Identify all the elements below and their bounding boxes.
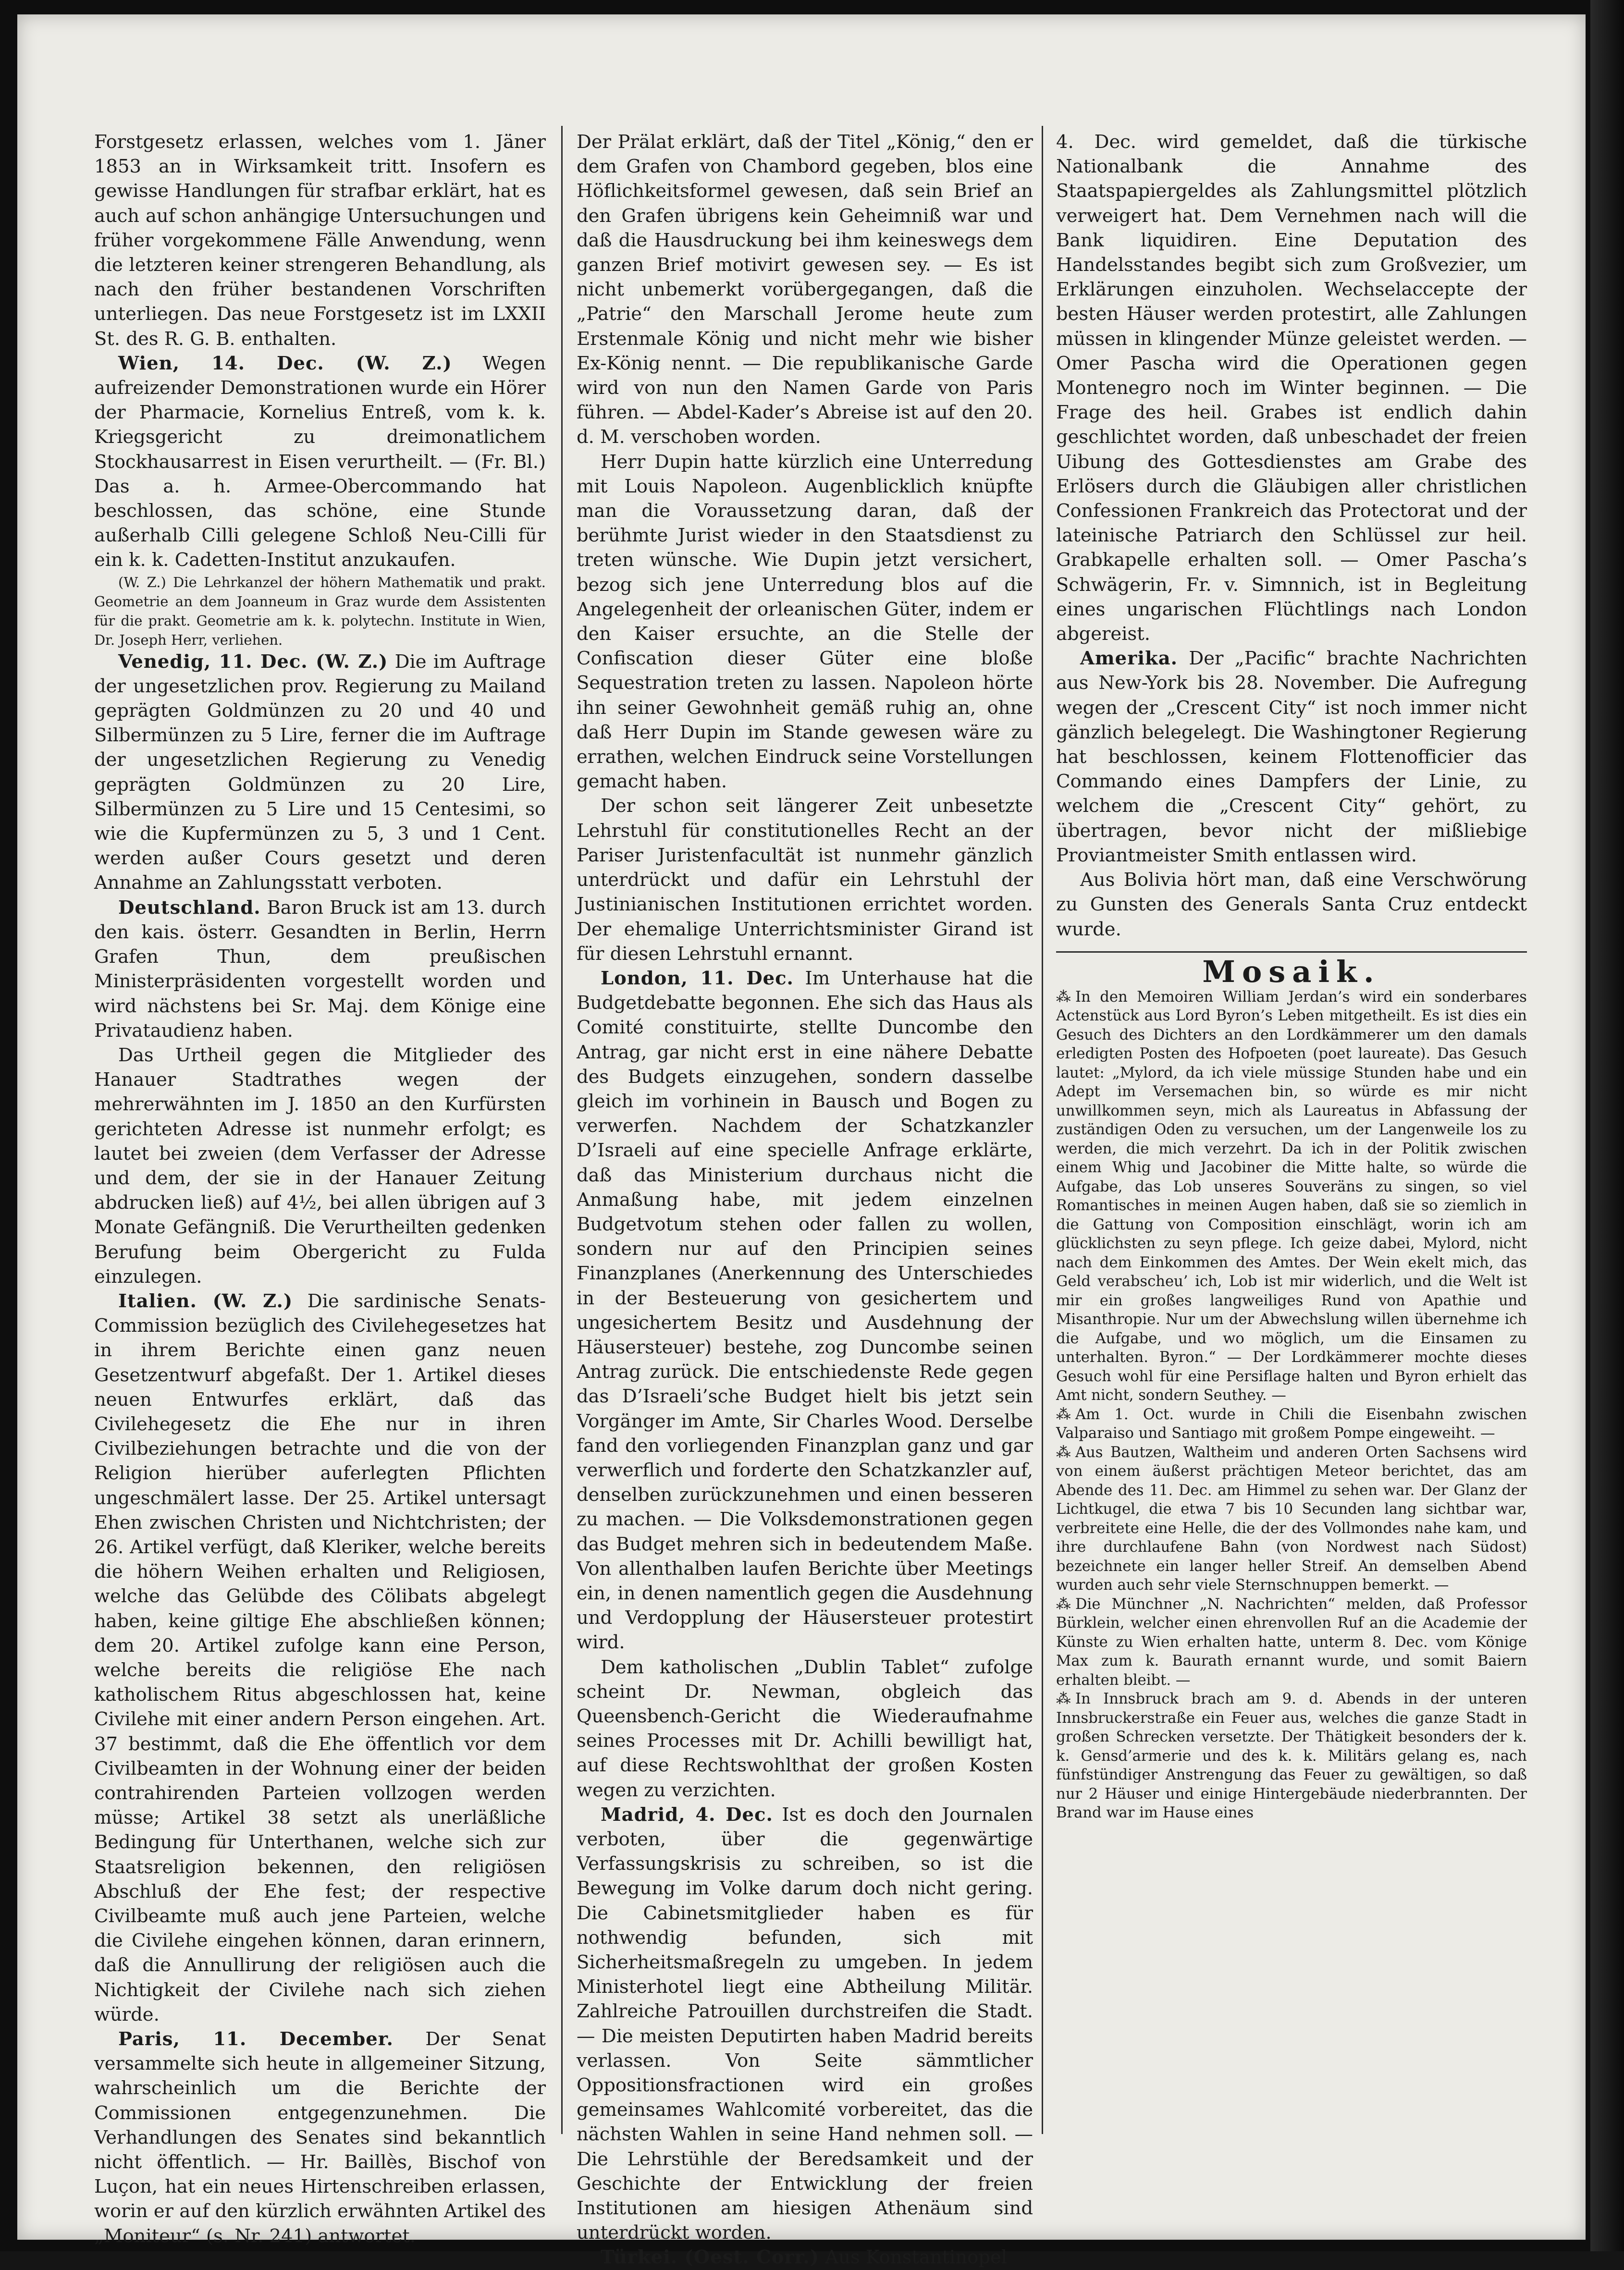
mosaik-text: In Innsbruck brach am 9. d. Abends in der unteren Innsbruckerstraße ein Feuer aus, welches die ganze Stadt in großen Schrecken versetzte. Der Thätigkeit besonders der k. k. Gensd’armerie und des k. k. Militärs gelang es, nach fünfstündiger Anstrengung das Feuer zu gewältigen, so daß nur 2 Häuser und einige Hintergebäude niederbrannten. Der Brand war im Hause eines (1056, 1691, 1527, 1822)
mosaik-item (1056, 1595, 1527, 1690)
article-text: Der Prälat erklärt, daß der Titel „König,“ den er dem Grafen von Chambord gegeben, blos eine Höflichkeitsformel gewesen, daß sein Brief an den Grafen übrigens kein Geheimniß war und daß die Hausdruckung bei ihm keineswegs dem ganzen Brief motivirt gewesen sey. — Es ist nicht unbemerkt vorübergegangen, daß die „Patrie“ den Marschall Jerome heute zum Erstenmale König und nicht mehr wie bisher Ex-König nennt. — Die republikanische Garde wird von nun den Namen Garde von Paris führen. — Abdel-Kader’s Abreise ist auf den 20. d. M. verschoben worden. (577, 131, 1033, 448)
section-divider (1056, 951, 1527, 953)
mosaik-text: Die Münchner „N. Nachrichten“ melden, daß Professor Bürklein, welcher einen ehrenvollen Ruf an die Academie der Künste zu Wien erhalten hatte, unterm 8. Dec. vom Könige Max zum k. Baurath ernannt wurde, und somit Baiern erhalten bleibt. — (1056, 1595, 1527, 1689)
asterism-icon: ⁂ (1056, 1406, 1071, 1423)
article-london (577, 966, 1033, 1655)
article-text: Aus Konstantinopel (825, 2246, 1008, 2269)
article-tuerkei (577, 2245, 1033, 2270)
asterism-icon: ⁂ (1056, 1444, 1071, 1461)
article-tuerkei-cont (1056, 130, 1527, 646)
article-text: Die sardinische Senats-Commission bezüglich des Civilehegesetzes hat in ihrem Berichte einen ganz neuen Gesetzentwurf abgefaßt. Der 1. Artikel dieses neuen Entwurfes erklärt, daß das Civilehegesetz die Ehe nur in ihren Civilbeziehungen betrachte und die von der Religion hierüber auferlegten Pflichten ungeschmälert lasse. Der 25. Artikel untersagt Ehen zwischen Christen und Nichtchristen; der 26. Artikel verfügt, daß Kleriker, welche bereits die höhern Weihen erhalten und Religiosen, welche das Gelübde des Cölibats abgelegt haben, keine giltige Ehe abschließen können; dem 20. Artikel zufolge kann eine Person, welche bereits die religiöse Ehe nach katholischem Ritus abgeschlossen hat, keine Civilehe mit einer andern Person eingehen. Art. 37 bestimmt, daß die Ehe öffentlich vor dem Civilbeamten in der Wohnung einer der beiden contrahirenden Parteien vollzogen werden müsse; Artikel 38 setzt als unerläßliche Bedingung für Unterthanen, welche sich zur Staatsreligion bekennen, den religiösen Abschluß der Ehe fest; der respective Civilbeamte muß auch jene Parteien, welche die Civilehe eingehen können, daran erinnern, daß die Annullirung der religiösen auch die Nichtigkeit der Civilehe nach sich ziehen würde. (94, 1290, 546, 2025)
article-bolivia (1056, 868, 1527, 942)
column-rule (561, 126, 563, 2134)
article-lehrstuhl (577, 794, 1033, 966)
mosaik-item (1056, 1443, 1527, 1595)
article-text: Wegen aufreizender Demonstrationen wurde ein Hörer der Pharmacie, Kornelius Entreß, vom k. k. Kriegsgericht zu dreimonatlichem Stockhausarrest in Eisen verurtheilt. — (Fr. Bl.) Das a. h. Armee-Obercommando hat beschlossen, das schöne, eine Stunde außerhalb Cilli gelegene Schloß Neu-Cilli für ein k. k. Cadetten-Institut anzukaufen. (94, 352, 546, 571)
mosaik-text: Am 1. Oct. wurde in Chili die Eisenbahn zwischen Valparaiso und Santiago mit großem Pompe eingeweiht. — (1056, 1406, 1527, 1442)
article-heading: Deutschland. (118, 896, 261, 919)
article-heading: Wien, 14. Dec. (W. Z.) (118, 352, 452, 374)
scan-edge (1590, 0, 1624, 2251)
article-text: Aus Bolivia hört man, daß eine Verschwörung zu Gunsten des Generals Santa Cruz entdeckt wurde. (1056, 869, 1527, 940)
article-lehrkanzel (94, 573, 546, 650)
article-text: Die im Auftrage der ungesetzlichen prov. Regierung zu Mailand geprägten Goldmünzen zu 20 und 40 und Silbermünzen zu 5 Lire, ferner die im Auftrage der ungesetzlichen Regierung zu Venedig geprägten Goldmünzen zu 20 Lire, Silbermünzen zu 5 Lire und 15 Centesimi, so wie die Kupfermünzen zu 5, 3 und 1 Cent. werden außer Cours gesetzt und deren Annahme an Zahlungsstatt verboten. (94, 650, 546, 894)
article-madrid (577, 1803, 1033, 2245)
article-wien (94, 351, 546, 573)
article-text: Forstgesetz erlassen, welches vom 1. Jäner 1853 an in Wirksamkeit tritt. Insofern es gewisse Handlungen für strafbar erklärt, hat es auch auf schon anhängige Untersuchungen und früher vorgekommene Fälle Anwendung, wenn die letzteren keiner strengeren Behandlung, als nach den früher bestandenen Vorschriften unterliegen. Das neue Forstgesetz ist im LXXII St. des R. G. B. enthalten. (94, 131, 546, 350)
article-text: Im Unterhause hat die Budgetdebatte begonnen. Ehe sich das Haus als Comité constituirte, stellte Duncombe den Antrag, gar nicht erst in eine nähere Debatte des Budgets einzugehen, sondern dasselbe gleich im vorhinein in Bausch und Bogen zu verwerfen. Nachdem der Schatzkanzler D’Israeli auf eine specielle Anfrage erklärte, daß das Ministerium durchaus nicht die Anmaßung habe, mit jedem einzelnen Budgetvotum stehen oder fallen zu wollen, sondern nur auf den Principien seines Finanzplanes (Anerkennung des Unterschiedes in der Besteuerung von gesichertem und ungesichertem Besitz und Ausdehnung der Häusersteuer) bestehe, zog Duncombe seinen Antrag zurück. Die entschiedenste Rede gegen das D’Israeli’sche Budget hielt bis jetzt sein Vorgänger im Amte, Sir Charles Wood. Derselbe fand den vorliegenden Finanzplan ganz und gar verwerflich und forderte den Schatzkanzler auf, denselben zurückzunehmen und einen besseren zu machen. — Die Volksdemonstrationen gegen das Budget mehren sich in bedeutendem Maße. Von allenthalben laufen Berichte über Meetings ein, in denen namentlich gegen die Ausdehnung und Verdopplung der Häusersteuer protestirt wird. (577, 967, 1033, 1654)
article-text: 4. Dec. wird gemeldet, daß die türkische Nationalbank die Annahme des Staatspapiergeldes als Zahlungsmittel plötzlich verweigert hat. Dem Vernehmen nach will die Bank liquidiren. Eine Deputation des Handelsstandes begibt sich zum Großvezier, um Erklärungen einzuholen. Wechselaccepte der besten Häuser werden protestirt, alle Zahlungen müssen in klingender Münze geleistet werden. — Omer Pascha wird die Operationen gegen Montenegro noch im Winter beginnen. — Die Frage des heil. Grabes ist endlich dahin geschlichtet worden, daß unbeschadet der freien Uibung des Gottesdienstes am Grabe des Erlösers durch die Gläubigen aller christlichen Confessionen Frankreich das Protectorat und der lateinische Patriarch den Schlüssel zur heil. Grabkapelle erhalten soll. — Omer Pascha’s Schwägerin, Fr. v. Simnnich, ist in Begleitung eines ungarischen Flüchtlings nach London abgereist. (1056, 131, 1527, 645)
article-forstgesetz (94, 130, 546, 351)
article-deutschland (94, 896, 546, 1043)
article-venedig (94, 650, 546, 896)
section-title-mosaik: Mosaik. (1202, 954, 1381, 989)
article-paris (94, 2027, 546, 2248)
mosaik-item (1056, 988, 1527, 1405)
article-heading: Madrid, 4. Dec. (601, 1804, 773, 1826)
column-1 (94, 130, 546, 2248)
asterism-icon: ⁂ (1056, 1595, 1071, 1613)
column-rule (1042, 126, 1043, 2134)
column-2 (577, 130, 1033, 2270)
article-heading: Türkei. (Oest. Corr.) (601, 2246, 820, 2269)
article-text: Baron Bruck ist am 13. durch den kais. österr. Gesandten in Berlin, Herrn Grafen Thun, dem preußischen Ministerpräsidenten vorgestellt worden und wird nächstens bei Sr. Maj. dem Könige eine Privataudienz haben. (94, 896, 546, 1042)
asterism-icon: ⁂ (1056, 1691, 1071, 1708)
article-text: Herr Dupin hatte kürzlich eine Unterredung mit Louis Napoleon. Augenblicklich knüpfte man die Voraussetzung daran, daß der berühmte Jurist wieder in den Staatsdienst zu treten wünsche. Wie Dupin jetzt versichert, bezog sich jene Unterredung blos auf die Angelegenheit der orleanischen Güter, indem er den Kaiser ersuchte, an die Stelle der Confiscation dieser Güter eine bloße Sequestration treten zu lassen. Napoleon hörte ihn seiner Gewohnheit gemäß ruhig an, ohne daß Herr Dupin im Stande gewesen wäre zu errathen, welchen Eindruck seine Vorstellungen gemacht haben. (577, 451, 1033, 793)
mosaik-item (1056, 1405, 1527, 1443)
article-text: Ist es doch den Journalen verboten, über die gegenwärtige Verfassungskrisis zu schreiben, so ist die Bewegung im Volke darum doch nicht gering. Die Cabinetsmitglieder haben es für nothwendig befunden, sich mit Sicherheitsmaßregeln zu umgeben. In jedem Ministerhotel liegt eine Abtheilung Militär. Zahlreiche Patrouillen durchstreifen die Stadt. — Die meisten Deputirten haben Madrid bereits verlassen. Von Seite sämmtlicher Oppositionsfractionen wird ein großes gemeinsames Wahlcomité vorbereitet, das die nächsten Wahlen in seine Hand nehmen soll. — Die Lehrstühle der Beredsamkeit und der Geschichte der Entwicklung der freien Institutionen am hiesigen Athenäum sind unterdrückt worden. (577, 1804, 1033, 2244)
mosaik-section (1056, 988, 1527, 1823)
article-paris-cont (577, 130, 1033, 450)
mosaik-item (1056, 1690, 1527, 1823)
article-heading: Amerika. (1080, 648, 1178, 670)
mosaik-text: In den Memoiren William Jerdan’s wird ein sonderbares Actenstück aus Lord Byron’s Leben mitgetheilt. Es ist dies ein Gesuch des Dichters an den Lordkämmerer um den damals erledigten Posten des Hofpoeten (poet laureate). Das Gesuch lautet: „Mylord, da ich viele müssige Stunden habe und ein Adept im Versemachen bin, so würde es mir nicht unwillkommen seyn, mich als Laureatus in Abfassung der zuständigen Oden zu versuchen, um der Langenweile los zu werden, die mich verzehrt. Da ich in der Politik zwischen einem Whig und Jacobiner die Mitte halte, so würde die Aufgabe, das Lob unseres Souveräns zu singen, so viel Romantisches in meinen Augen haben, daß sie so ziemlich in die Gattung von Composition einschlägt, worin ich am glücklichsten zu seyn pflege. Ich geize dabei, Mylord, nicht nach dem Einkommen des Amtes. Der Wein ekelt mich, das Geld verabscheu’ ich, Lob ist mir widerlich, und die Welt ist mir ein großes langweiliges Rund von Apathie und Misanthropie. Nur um der Abwechslung willen übernehme ich die Aufgabe, und wo möglich, um die Einsamen zu unterhalten. Byron.“ — Der Lordkämmerer mochte dieses Gesuch wohl für eine Persiflage halten und Byron erhielt das Amt nicht, sondern Seuthey. — (1056, 988, 1527, 1404)
article-hanau (94, 1043, 546, 1289)
article-text: Der Senat versammelte sich heute in allgemeiner Sitzung, wahrscheinlich um die Berichte der Commissionen entgegenzunehmen. Die Verhandlungen des Senates sind bekanntlich nicht öffentlich. — Hr. Baillès, Bischof von Luçon, hat ein neues Hirtenschreiben erlassen, worin er auf den kürzlich erwähnten Artikel des „Moniteur“ (s. Nr. 241) antwortet. (94, 2028, 546, 2247)
article-heading: London, 11. Dec. (601, 967, 794, 989)
article-dupin (577, 450, 1033, 794)
article-heading: Italien. (W. Z.) (118, 1290, 293, 1312)
article-amerika (1056, 646, 1527, 868)
article-heading: Venedig, 11. Dec. (W. Z.) (118, 650, 388, 673)
article-text: Dem katholischen „Dublin Tablet“ zufolge scheint Dr. Newman, obgleich das Queensbench-Gericht die Wiederaufnahme seines Processes mit Dr. Achilli bewilligt hat, auf diese Rechtswohlthat der großen Kosten wegen zu verzichten. (577, 1656, 1033, 1801)
article-dublin-tablet (577, 1655, 1033, 1803)
mosaik-text: Aus Bautzen, Waltheim und anderen Orten Sachsens wird von einem äußerst prächtigen Meteor berichtet, das am Abende des 11. Dec. am Himmel zu sehen war. Der Glanz der Lichtkugel, die etwa 7 bis 10 Secunden lang sichtbar war, verbreitete eine Helle, die der des Vollmondes nahe kam, und ihre durchlaufene Bahn (von Nordwest nach Südost) bezeichnete ein langer heller Streif. An demselben Abend wurden auch sehr viele Sternschnuppen bemerkt. — (1056, 1444, 1527, 1594)
article-text: (W. Z.) Die Lehrkanzel der höhern Mathematik und prakt. Geometrie an dem Joanneum in Graz wurde dem Assistenten für die prakt. Geometrie am k. k. polytechn. Institute in Wien, Dr. Joseph Herr, verliehen. (94, 574, 546, 648)
asterism-icon: ⁂ (1056, 988, 1071, 1006)
article-text: Der „Pacific“ brachte Nachrichten aus New-York bis 28. November. Die Aufregung wegen der „Crescent City“ ist noch immer nicht gänzlich belegelegt. Die Washingtoner Regierung hat beschlossen, keinem Flottenofficier das Commando eines Dampfers der Linie, zu welchem die „Crescent City“ gehört, zu übertragen, bevor nicht der mißliebige Proviantmeister Smith entlassen wird. (1056, 648, 1527, 866)
article-text: Der schon seit längerer Zeit unbesetzte Lehrstuhl für constitutionelles Recht an der Pariser Juristenfacultät ist nunmehr gänzlich unterdrückt und dafür ein Lehrstuhl der Justinianischen Institutionen errichtet worden. Der ehemalige Unterrichtsminister Girand ist für diesen Lehrstuhl ernannt. (577, 795, 1033, 965)
article-italien (94, 1289, 546, 2027)
column-3 (1056, 130, 1527, 1823)
article-text: Das Urtheil gegen die Mitglieder des Hanauer Stadtrathes wegen der mehrerwähnten im J. 1850 an den Kurfürsten gerichteten Adresse ist nunmehr erfolgt; es lautet bei zweien (dem Verfasser der Adresse und dem, der sie in der Hanauer Zeitung abdrucken ließ) auf 4½, bei allen übrigen auf 3 Monate Gefängniß. Die Verurtheilten gedenken Berufung beim Obergericht zu Fulda einzulegen. (94, 1044, 546, 1288)
article-heading: Paris, 11. December. (118, 2028, 394, 2050)
